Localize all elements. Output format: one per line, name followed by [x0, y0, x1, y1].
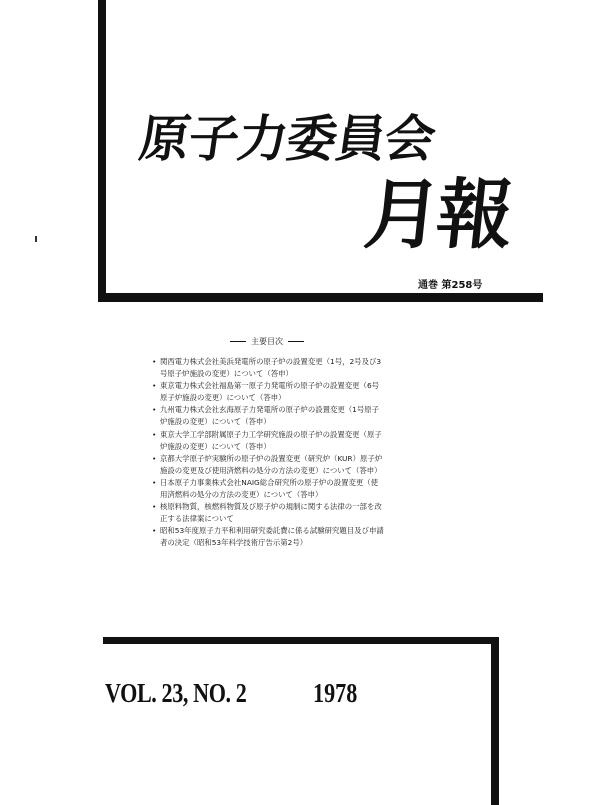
scan-mark	[35, 236, 37, 242]
toc-item: • 日本原子力事業株式会社NAIG総合研究所の原子炉の設置変更（使用済燃料の処分の方法の変更）について（答申）	[152, 477, 385, 501]
journal-title-main: 原子力委員会	[135, 110, 439, 168]
toc-item: • 東京電力株式会社福島第一原子力発電所の原子炉の設置変更（6号原子炉施設の変更）について（答申）	[152, 380, 385, 404]
toc-item: • 昭和53年度原子力平和利用研究委託費に係る試験研究題目及び申請者の決定（昭和53年科学技術庁告示第2号）	[152, 525, 385, 549]
journal-title-monthly: 月報	[360, 170, 514, 259]
toc-item: • 核原料物質，核燃料物質及び原子炉の規制に関する法律の一部を改正する法律案について	[152, 501, 385, 525]
volume-number: VOL. 23, NO. 2	[105, 678, 247, 708]
table-of-contents	[152, 356, 385, 550]
toc-item: • 京都大学原子炉実験所の原子炉の設置変更（研究炉（KUR）原子炉施設の変更及び使用済燃料の処分の方法の変更）について（答申）	[152, 453, 385, 477]
toc-item: • 関西電力株式会社美浜発電所の原子炉の設置変更（1号，2号及び3号原子炉施設の変更）について（答申）	[152, 356, 385, 380]
cover-frame-horizontal-rule	[98, 293, 543, 302]
toc-heading: 主要目次	[225, 336, 309, 347]
cover-frame-vertical-rule	[98, 0, 106, 300]
footer-frame-horizontal-rule	[103, 637, 498, 644]
footer-frame-vertical-rule	[491, 637, 499, 805]
issue-number: 通巻 第258号	[418, 280, 483, 291]
publication-year: 1978	[313, 678, 358, 708]
toc-item: • 東京大学工学部附属原子力工学研究施設の原子炉の設置変更（原子炉施設の変更）について（答申）	[152, 429, 385, 453]
toc-item: • 九州電力株式会社玄海原子力発電所の原子炉の設置変更（1号原子炉施設の変更）について（答申）	[152, 404, 385, 428]
